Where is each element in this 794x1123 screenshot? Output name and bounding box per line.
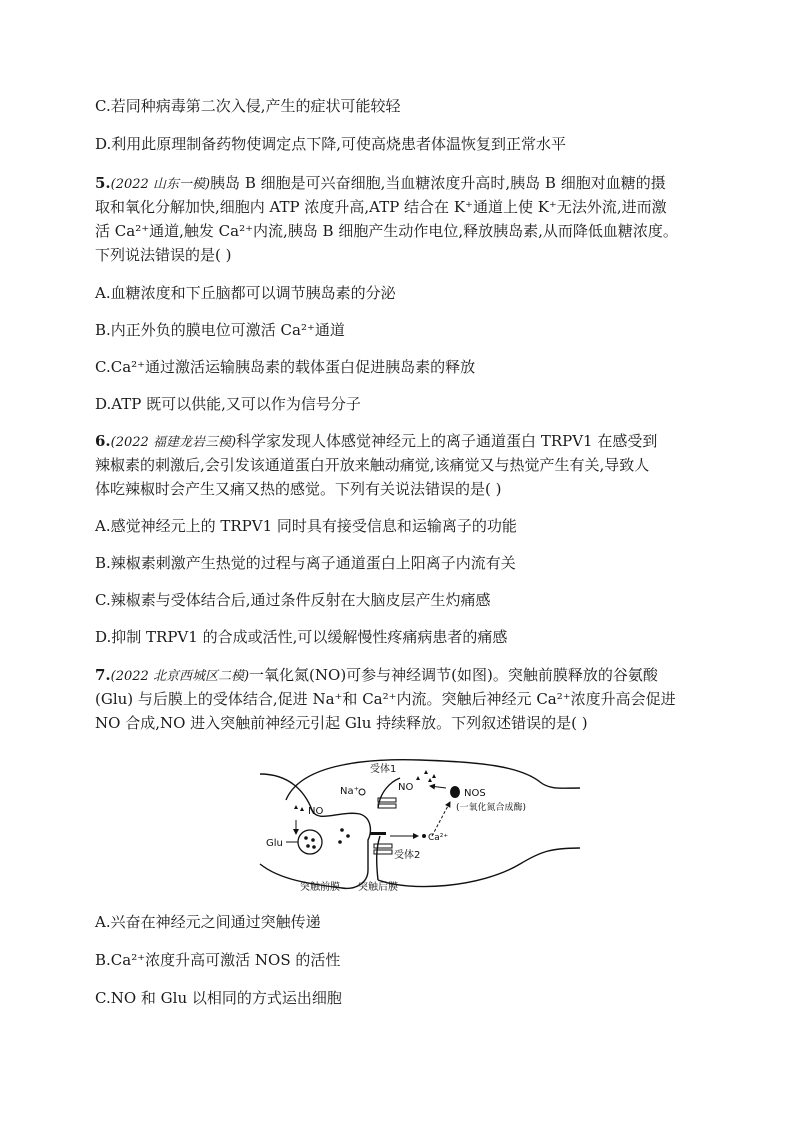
q6-source: (2022 福建龙岩三模) [110, 435, 237, 450]
no-triangle [300, 807, 304, 811]
label-nos-desc: (一氧化氮合成酶) [456, 803, 527, 813]
q7-option-a: A.兴奋在神经元之间通过突触传递 [95, 913, 321, 931]
q4-option-c: C.若同种病毒第二次入侵,产生的症状可能较轻 [95, 97, 401, 115]
q6-number: 6. [95, 432, 111, 450]
q7-source: (2022 北京西城区二模) [110, 669, 250, 684]
q6-option-b: B.辣椒素刺激产生热觉的过程与离子通道蛋白上阳离子内流有关 [95, 554, 516, 572]
q6-option-c: C.辣椒素与受体结合后,通过条件反射在大脑皮层产生灼痛感 [95, 591, 491, 609]
ca-ion [422, 834, 426, 838]
q6-stem-line-3: 体吃辣椒时会产生又痛又热的感觉。下列有关说法错误的是( ) [95, 480, 502, 498]
q7-option-c: C.NO 和 Glu 以相同的方式运出细胞 [95, 989, 342, 1007]
ca-to-nos-dashed-arrow [432, 802, 450, 836]
q5-source: (2022 山东一模) [110, 177, 211, 192]
q5-option-b: B.内正外负的膜电位可激活 Ca²⁺通道 [95, 321, 345, 339]
label-no-left: NO [308, 806, 324, 817]
q5-number: 5. [95, 174, 111, 192]
receptor2-shape [370, 832, 386, 835]
no-triangle [416, 776, 420, 780]
glu-dot [306, 844, 310, 848]
q5-option-d: D.ATP 既可以供能,又可以作为信号分子 [95, 395, 361, 413]
q5-option-c: C.Ca²⁺通过激活运输胰岛素的载体蛋白促进胰岛素的释放 [95, 358, 476, 376]
q4-option-d: D.利用此原理制备药物使调定点下降,可使高烧患者体温恢复到正常水平 [95, 135, 567, 153]
q5-stem-line-4: 下列说法错误的是( ) [95, 246, 232, 264]
q5-stem-text: 胰岛 B 细胞是可兴奋细胞,当血糖浓度升高时,胰岛 B 细胞对血糖的摄 [210, 174, 666, 192]
q5-stem-line-2: 取和氧化分解加快,细胞内 ATP 浓度升高,ATP 结合在 K⁺通道上使 K⁺无法外流,进而激 [95, 198, 667, 216]
na-ion [359, 789, 365, 795]
label-presynaptic-membrane: 突触前膜 [300, 882, 340, 893]
no-triangle [424, 770, 428, 774]
q7-stem-text: 一氧化氮(NO)可参与神经调节(如图)。突触前膜释放的谷氨酸 [249, 666, 658, 684]
q5-stem-line-1 [95, 173, 705, 195]
q7-stem-line-3: NO 合成,NO 进入突触前神经元引起 Glu 持续释放。下列叙述错误的是( ) [95, 714, 588, 732]
q6-option-a: A.感觉神经元上的 TRPV1 同时具有接受信息和运输离子的功能 [95, 517, 517, 535]
q5-stem-line-3: 活 Ca²⁺通道,触发 Ca²⁺内流,胰岛 B 细胞产生动作电位,释放胰岛素,从而降低血糖浓度。 [95, 222, 678, 240]
released-glu-dot [338, 840, 342, 844]
q6-option-d: D.抑制 TRPV1 的合成或活性,可以缓解慢性疼痛病患者的痛感 [95, 628, 508, 646]
synapse-diagram [250, 752, 590, 902]
q7-number: 7. [95, 666, 111, 684]
receptor1-shape [378, 804, 396, 808]
nos-enzyme [450, 786, 460, 798]
label-postsynaptic-membrane: 突触后膜 [358, 882, 398, 893]
q7-option-b: B.Ca²⁺浓度升高可激活 NOS 的活性 [95, 951, 341, 969]
postsynaptic-membrane-curve [377, 778, 400, 880]
q6-stem-line-2: 辣椒素的刺激后,会引发该通道蛋白开放来触动痛觉,该痛觉又与热觉产生有关,导致人 [95, 456, 650, 474]
q5-option-a: A.血糖浓度和下丘脑都可以调节胰岛素的分泌 [95, 284, 396, 302]
label-glu: Glu [266, 838, 283, 849]
label-nos: NOS [464, 788, 486, 799]
label-na: Na⁺ [340, 786, 359, 797]
glu-dot [304, 836, 308, 840]
no-triangle [294, 805, 298, 809]
label-receptor2: 受体2 [394, 850, 421, 861]
glu-dot [312, 845, 316, 849]
q7-stem-line-2: (Glu) 与后膜上的受体结合,促进 Na⁺和 Ca²⁺内流。突触后神经元 Ca²⁺浓度升高会促进 [95, 690, 676, 708]
receptor2-shape [374, 844, 392, 848]
released-glu-dot [340, 828, 344, 832]
glu-dot [311, 838, 315, 842]
no-triangle [432, 774, 436, 778]
postsynaptic-neuron-outline [286, 760, 580, 887]
label-receptor1: 受体1 [370, 764, 397, 775]
label-ca: Ca²⁺ [428, 833, 449, 843]
label-no-top: NO [398, 782, 414, 793]
q6-stem-text: 科学家发现人体感觉神经元上的离子通道蛋白 TRPV1 在感受到 [236, 432, 658, 450]
synaptic-vesicle [298, 830, 322, 854]
q6-stem-line-1 [95, 431, 705, 453]
released-glu-dot [346, 834, 350, 838]
no-triangle [428, 778, 432, 782]
nos-to-no-arrow [430, 786, 446, 788]
q7-stem-line-1 [95, 665, 705, 687]
